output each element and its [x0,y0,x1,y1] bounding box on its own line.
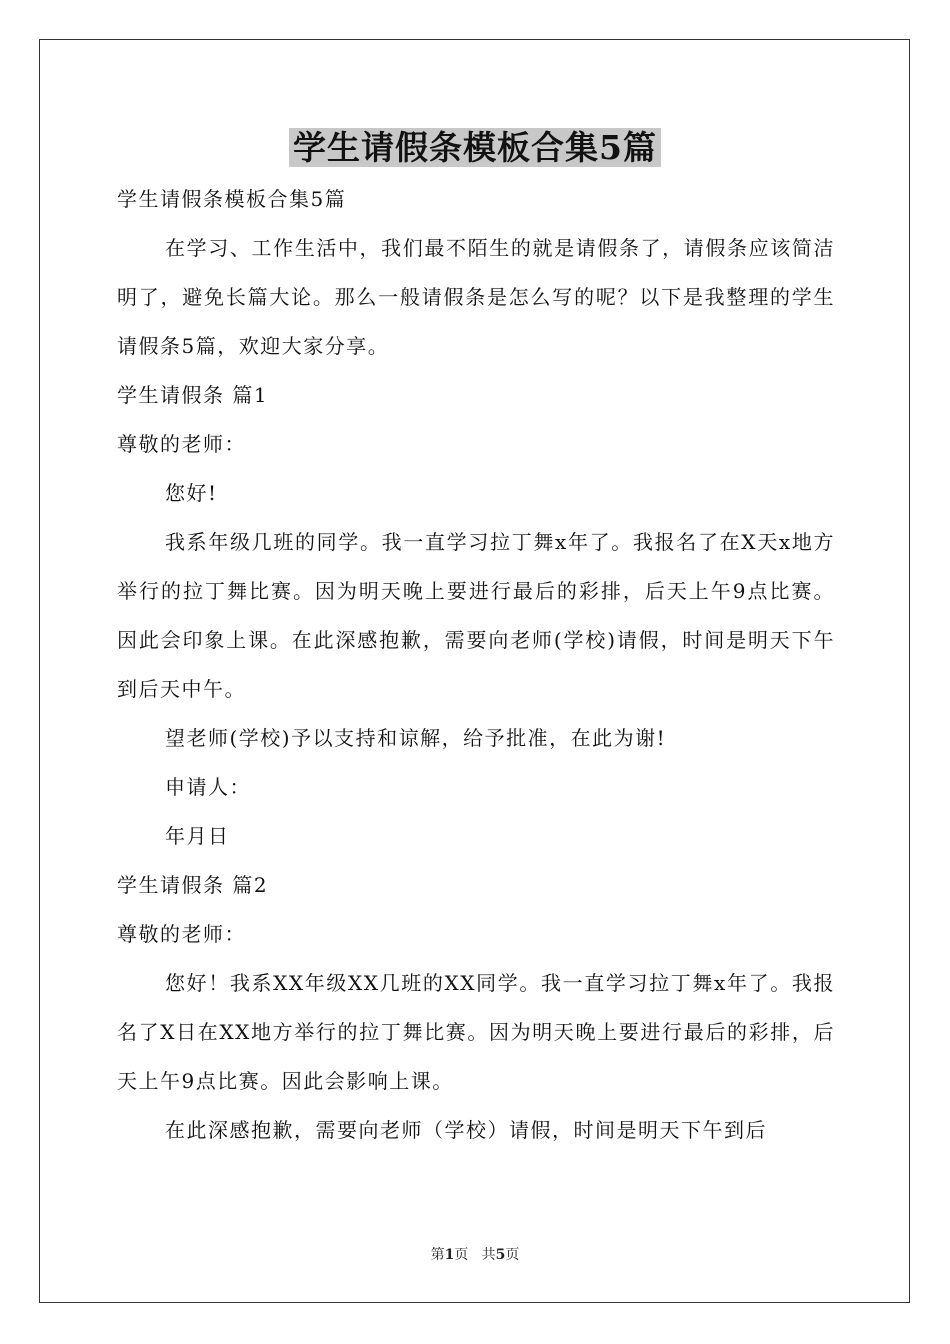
footer-page-suffix: 页 [454,1247,469,1263]
document-body [117,175,835,1155]
paragraph: 尊敬的老师： [117,432,246,456]
footer-total-prefix: 共 [481,1247,496,1263]
paragraph: 学生请假条 篇1 [117,383,269,407]
paragraph: 您好！我系XX年级XX几班的XX同学。我一直学习拉丁舞x年了。我报名了X日在XX地方举行的拉丁舞比赛。因为明天晚上要进行最后的彩排，后天上午9点比赛。因此会影响上课。 [117,971,835,1093]
paragraph: 望老师(学校)予以支持和谅解，给予批准，在此为谢! [165,726,667,750]
footer-current-page: 1 [444,1247,455,1263]
document-title [0,124,950,172]
paragraph: 我系年级几班的同学。我一直学习拉丁舞x年了。我报名了在X天x地方举行的拉丁舞比赛。因为明天晚上要进行最后的彩排，后天上午9点比赛。因此会印象上课。在此深感抱歉，需要向老师(学校)请假，时间是明天下午到后天中午。 [117,530,835,701]
paragraph: 您好! [165,481,218,505]
paragraph: 学生请假条 篇2 [117,873,269,897]
paragraph: 申请人： [165,775,251,799]
paragraph: 尊敬的老师： [117,922,246,946]
paragraph: 学生请假条模板合集5篇 [117,187,347,211]
paragraph: 在此深感抱歉，需要向老师（学校）请假，时间是明天下午到后 [165,1118,767,1142]
footer-total-pages: 5 [495,1247,506,1263]
paragraph: 年月日 [165,824,230,848]
document-title-text: 学生请假条模板合集5篇 [289,128,661,167]
page-footer [0,1245,950,1265]
paragraph: 在学习、工作生活中，我们最不陌生的就是请假条了，请假条应该简洁明了，避免长篇大论。那么一般请假条是怎么写的呢？以下是我整理的学生请假条5篇，欢迎大家分享。 [117,236,835,358]
footer-total-suffix: 页 [505,1247,520,1263]
footer-page-prefix: 第 [430,1247,445,1263]
